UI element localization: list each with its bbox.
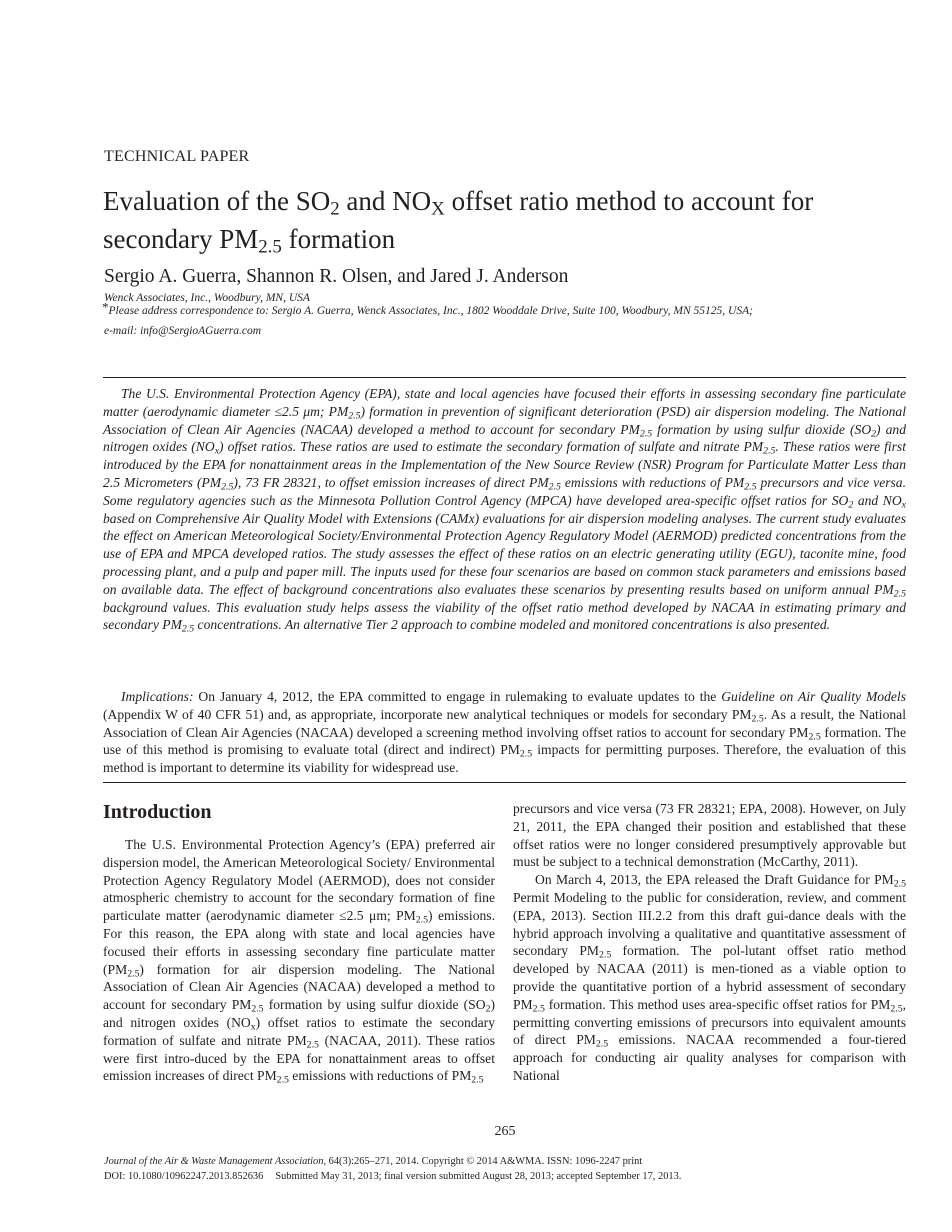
body-text: ) formation for air dispersion modeling. The National Association of Clean Air Agencies (NACAA) developed a method to account for secondary PM [103, 961, 495, 1013]
subscript: 2 [848, 499, 854, 511]
abstract-text: precursors and vice versa. Some regulatory agencies such as the Minnesota Pollution Control Agency (MPCA) have developed area-specific offset ratios for SO [103, 474, 907, 508]
subscript: x [901, 499, 906, 511]
implications-text: impacts for permitting purposes. Therefore, the evaluation of this method is important to determine its viability for widespread use. [103, 742, 906, 776]
abstract-text: The U.S. Environmental Protection Agency (EPA), state and local agencies have focused their efforts in assessing secondary fine particulate matter (aerodynamic diameter ≤2.5 μm; PM [103, 386, 906, 419]
body-text: formation by using sulfur dioxide (SO [263, 997, 486, 1013]
title-subscript: 2 [330, 198, 340, 220]
abstract-text: ) formation in prevention of significant deterioration (PSD) air dispersion modeling. The National Association of Clean Air Agencies (NACAA) developed a method to account for secondary PM [103, 403, 906, 437]
footer-doi-line [104, 1169, 934, 1184]
section-divider [103, 782, 906, 783]
title-part: offset ratio method to account for secondary PM [103, 186, 814, 254]
subscript: 2.5 [306, 1039, 319, 1051]
body-text: (NACAA, 2011). These ratios were first intro-duced by the EPA for nonattainment areas to offset emission increases of direct PM [103, 1032, 495, 1084]
top-divider [103, 377, 906, 378]
implications [103, 688, 906, 777]
title-part: formation [281, 224, 396, 254]
author-list: Sergio A. Guerra, Shannon R. Olsen, and Jared J. Anderson [104, 266, 569, 287]
implications-text: On January 4, 2012, the EPA committed to engage in rulemaking to evaluate updates to the [193, 689, 722, 704]
correspondence-note [102, 299, 922, 319]
subscript: 2.5 [548, 481, 561, 493]
paper-title [103, 182, 903, 258]
citation-details: 64(3):265–271, 2014. Copyright © 2014 A&WMA. ISSN: 1096-2247 print [326, 1156, 643, 1167]
subscript: 2.5 [221, 481, 234, 493]
body-text: formation. The pol-lutant offset ratio method developed by NACAA (2011) is men-tioned as a viable option to provide the quantitative portion of a hybrid assessment of secondary PM [513, 943, 907, 1012]
footnote-mark: * [102, 299, 109, 315]
body-text: The U.S. Environmental Protection Agency’s (EPA) preferred air dispersion model, the American Meteorological Society/ Environmental Protection Agency Regulatory Model (AERMOD), does not consider atmospheric chemistry to account for the secondary formation of fine particulate matter (aerodynamic diameter ≤2.5 μm; PM [103, 837, 495, 924]
title-subscript: X [431, 198, 445, 220]
doi: DOI: 10.1080/10962247.2013.852636 [104, 1171, 264, 1182]
abstract-text: formation by using sulfur dioxide (SO [652, 421, 872, 437]
abstract-text: ) and nitrogen oxides (NO [103, 421, 906, 455]
subscript: 2.5 [415, 914, 428, 926]
body-text: ) emissions. For this reason, the EPA along with state and local agencies have focused their efforts in assessing secondary fine particulate matter (PM [103, 908, 495, 977]
subscript: 2.5 [599, 950, 612, 962]
paragraph [513, 871, 906, 1085]
section-label: TECHNICAL PAPER [104, 148, 250, 165]
abstract-text: background values. This evaluation study helps assess the viability of the offset ratio method developed by NACAA in estimating primary and secondary PM [103, 599, 906, 633]
correspondence-email: e-mail: info@SergioAGuerra.com [104, 325, 262, 337]
body-text: On March 4, 2013, the EPA released the Draft Guidance for PM [535, 872, 894, 888]
subscript: 2.5 [595, 1039, 609, 1051]
affiliation: Wenck Associates, Inc., Woodbury, MN, USA [104, 292, 310, 304]
subscript: 2.5 [639, 428, 653, 440]
subscript: 2.5 [890, 1003, 903, 1015]
title-part: and NO [339, 186, 432, 216]
journal-title: Journal of the Air & Waste Management Association, [104, 1156, 327, 1167]
implications-guideline-title: Guideline on Air Quality Models [721, 689, 907, 704]
subscript: 2.5 [251, 1003, 264, 1015]
subscript: 2.5 [893, 878, 906, 890]
subscript: 2.5 [519, 749, 533, 761]
introduction-right-column [513, 800, 906, 1085]
body-text: ) offset ratios to estimate the secondary formation of sulfate and nitrate PM [103, 1014, 495, 1048]
subscript: 2.5 [276, 1075, 289, 1087]
subscript: 2.5 [127, 968, 140, 980]
implications-text: . As a result, the National Association of Clean Air Agencies (NACAA) developed a screening method involving offset ratios to account for secondary PM [103, 706, 906, 740]
subscript: 2.5 [893, 588, 906, 600]
body-text: formation. This method uses area-specific offset ratios for PM [544, 996, 891, 1012]
subscript: 2.5 [471, 1075, 484, 1087]
abstract-text: and NO [853, 492, 902, 508]
title-subscript: 2.5 [258, 236, 282, 258]
abstract-text: ) offset ratios. These ratios are used to estimate the secondary formation of sulfate and nitrate PM [219, 439, 764, 455]
body-text: , permitting converting emissions of precursors into equivalent amounts of direct PM [513, 996, 906, 1048]
body-text: emissions with reductions of PM [288, 1068, 472, 1084]
introduction-heading: Introduction [103, 801, 212, 823]
body-text: Permit Modeling to the public for consideration, review, and comment (EPA, 2013). Section III.2.2 from this draft gui-dance deals with the hybrid approach involving a qualitative and quantitative assessment of secondary PM [513, 889, 906, 959]
correspondence-text: Please address correspondence to: Sergio A. Guerra, Wenck Associates, Inc., 1802 Wooddale Drive, Suite 100, Woodbury, MN 55125, USA; [108, 305, 753, 317]
implications-text: formation. The use of this method is promising to evaluate total (direct and indirect) PM [103, 724, 906, 758]
subscript: 2 [485, 1003, 491, 1015]
footer-citation [104, 1154, 934, 1169]
abstract-text: ), 73 FR 28321, to offset emission increases of direct PM [233, 474, 549, 490]
abstract-text: . These ratios were first introduced by the EPA for nonattainment areas in the Implementation of the New Source Review (NSR) Program for Particulate Matter Less than 2.5 Micrometers (PM [103, 439, 906, 490]
subscript: 2.5 [744, 481, 757, 493]
subscript: 2.5 [808, 731, 821, 743]
title-part: Evaluation of the SO [103, 186, 331, 216]
abstract [103, 385, 906, 634]
subscript: x [214, 446, 220, 458]
body-text: ) and nitrogen oxides (NO [103, 997, 495, 1030]
implications-label: Implications: [121, 689, 194, 704]
abstract-text: based on Comprehensive Air Quality Model with Extensions (CAMx) evaluations for air dispersion modeling analyses. The current study evaluates the effect on American Meteorological Society/Environmental Protection Agency Regulatory Model (AERMOD) predicted concentrations from the use of EPA and MPCA developed ratios. The study assesses the effect of these ratios on an electric generating utility (EGU), taconite mine, food processing plant, and a pulp and paper mill. The inputs used for these four scenarios are based on common stack parameters and emissions based on available data. The effect of background concentrations also evaluates these scenarios by presenting results based on uniform annual PM [103, 510, 906, 597]
subscript: 2 [871, 428, 877, 440]
subscript: 2.5 [751, 713, 764, 725]
submission-dates: Submitted May 31, 2013; final version submitted August 28, 2013; accepted September 17, 2013. [275, 1171, 682, 1182]
implications-text: (Appendix W of 40 CFR 51) and, as appropriate, incorporate new analytical techniques or models for secondary PM [103, 706, 752, 722]
subscript: 2.5 [763, 446, 776, 458]
subscript: x [250, 1021, 256, 1033]
body-text: emissions. NACAA recommended a four-tiered approach for conducting air quality analyses for comparison with National [513, 1032, 906, 1083]
abstract-text: emissions with reductions of PM [560, 474, 745, 490]
subscript: 2.5 [532, 1003, 545, 1015]
subscript: 2.5 [181, 624, 195, 636]
subscript: 2.5 [348, 410, 361, 422]
abstract-text: concentrations. An alternative Tier 2 approach to combine modeled and monitored concentrations is also presented. [194, 617, 831, 633]
page-number: 265 [494, 1124, 516, 1139]
paragraph: precursors and vice versa (73 FR 28321; EPA, 2008). However, on July 21, 2011, the EPA changed their position and established that these offset ratios were no longer considered presumptively approvable but must be subject to a technical demonstration (McCarthy, 2011). [513, 801, 906, 870]
introduction-left-column [103, 836, 495, 1085]
